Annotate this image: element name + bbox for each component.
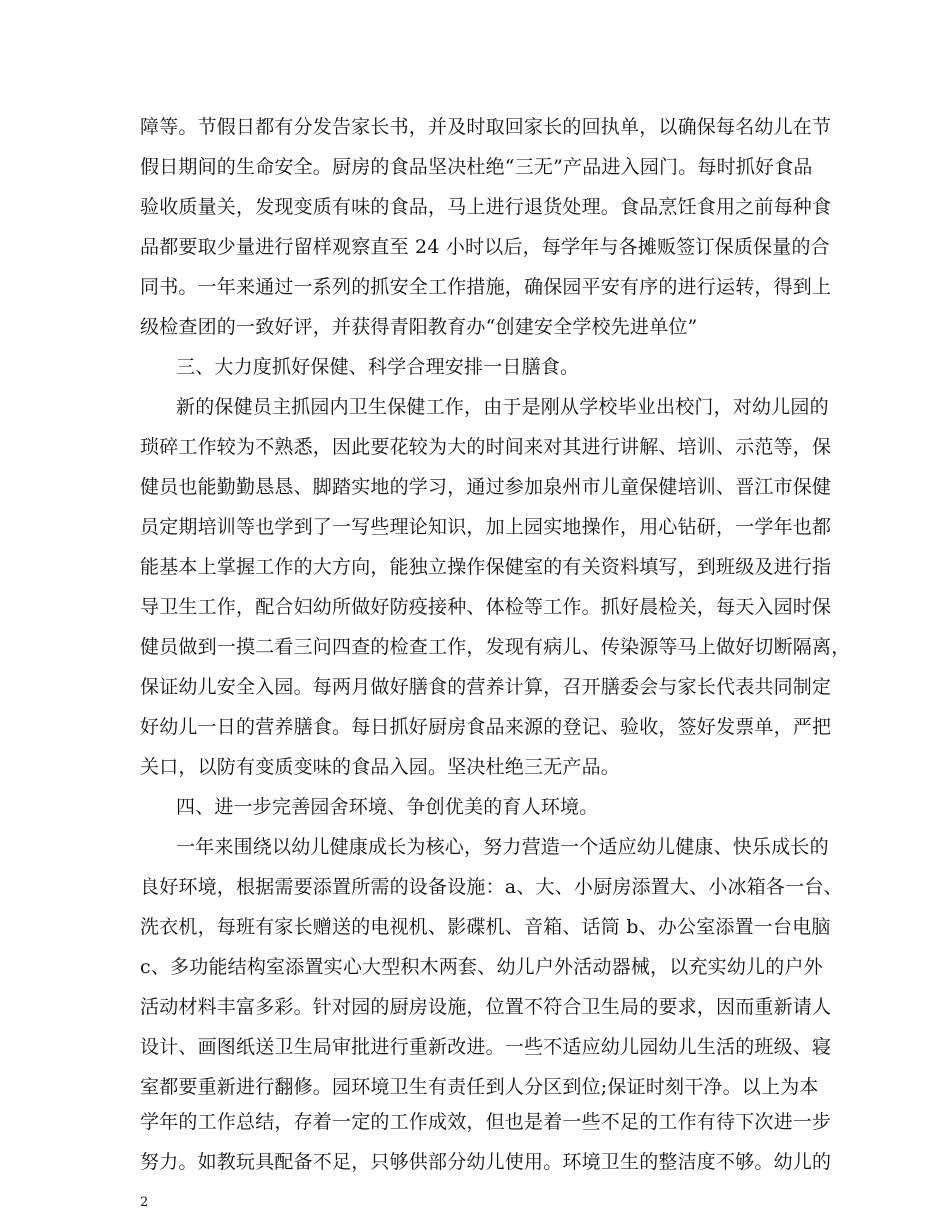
text-line: 一年来围绕以幼儿健康成长为核心，努力营造一个适应幼儿健康、快乐成长的 <box>176 836 829 858</box>
text-line: 导卫生工作，配合妇幼所做好防疫接种、体检等工作。抓好晨检关，每天入园时保 <box>140 596 832 618</box>
text-line: 同书。一年来通过一系列的抓安全工作措施，确保园平安有序的进行运转，得到上 <box>140 276 832 298</box>
text-line: 学年的工作总结，存着一定的工作成效，但也是着一些不足的工作有待下次进一步 <box>140 1111 832 1133</box>
text-line: 健员做到一摸二看三问四查的检查工作，发现有病儿、传染源等马上做好切断隔离， <box>140 636 851 658</box>
section-heading: 三、大力度抓好保健、科学合理安排一日膳食。 <box>176 356 580 378</box>
text-line: 障等。节假日都有分发告家长书，并及时取回家长的回执单，以确保每名幼儿在节 <box>140 116 832 138</box>
section-heading: 四、进一步完善园舍环境、争创优美的育人环境。 <box>176 796 599 818</box>
text-line: 级检查团的一致好评，并获得青阳教育办“创建安全学校先进单位” <box>140 316 698 338</box>
text-line: 好幼儿一日的营养膳食。每日抓好厨房食品来源的登记、验收，签好发票单，严把 <box>140 716 832 738</box>
page-number: 2 <box>140 1195 149 1210</box>
text-line: 关口，以防有变质变味的食品入园。坚决杜绝三无产品。 <box>140 756 621 778</box>
text-line: c、多功能结构室添置实心大型积木两套、幼儿户外活动器械，以充实幼儿的户外 <box>140 956 823 978</box>
text-line: 努力。如教玩具配备不足，只够供部分幼儿使用。环境卫生的整洁度不够。幼儿的 <box>140 1151 832 1173</box>
text-line: 健员也能勤勤恳恳、脚踏实地的学习，通过参加泉州市儿童保健培训、晋江市保健 <box>140 476 832 498</box>
text-line: 良好环境，根据需要添置所需的设备设施：a、大、小厨房添置大、小冰箱各一台、 <box>140 876 843 898</box>
text-line: 洗衣机，每班有家长赠送的电视机、影碟机、音箱、话筒 b、办公室添置一台电脑 <box>140 916 831 938</box>
text-line: 室都要重新进行翻修。园环境卫生有责任到人分区到位;保证时刻干净。以上为本 <box>140 1076 819 1098</box>
text-line: 活动材料丰富多彩。针对园的厨房设施，位置不符合卫生局的要求，因而重新请人 <box>140 996 832 1018</box>
text-line: 新的保健员主抓园内卫生保健工作，由于是刚从学校毕业出校门，对幼儿园的 <box>176 396 829 418</box>
text-line: 品都要取少量进行留样观察直至 24 小时以后，每学年与各摊贩签订保质保量的合 <box>140 236 830 258</box>
text-line: 验收质量关，发现变质有味的食品，马上进行退货处理。食品烹饪食用之前每种食 <box>140 196 832 218</box>
text-line: 能基本上掌握工作的大方向，能独立操作保健室的有关资料填写，到班级及进行指 <box>140 556 832 578</box>
text-line: 设计、画图纸送卫生局审批进行重新改进。一些不适应幼儿园幼儿生活的班级、寝 <box>140 1036 832 1058</box>
text-line: 保证幼儿安全入园。每两月做好膳食的营养计算，召开膳委会与家长代表共同制定 <box>140 676 832 698</box>
text-line: 假日期间的生命安全。厨房的食品坚决杜绝“三无”产品进入园门。每时抓好食品 <box>140 156 813 178</box>
text-line: 员定期培训等也学到了一写些理论知识，加上园实地操作，用心钻研，一学年也都 <box>140 516 832 538</box>
text-line: 琐碎工作较为不熟悉，因此要花较为大的时间来对其进行讲解、培训、示范等，保 <box>140 436 832 458</box>
